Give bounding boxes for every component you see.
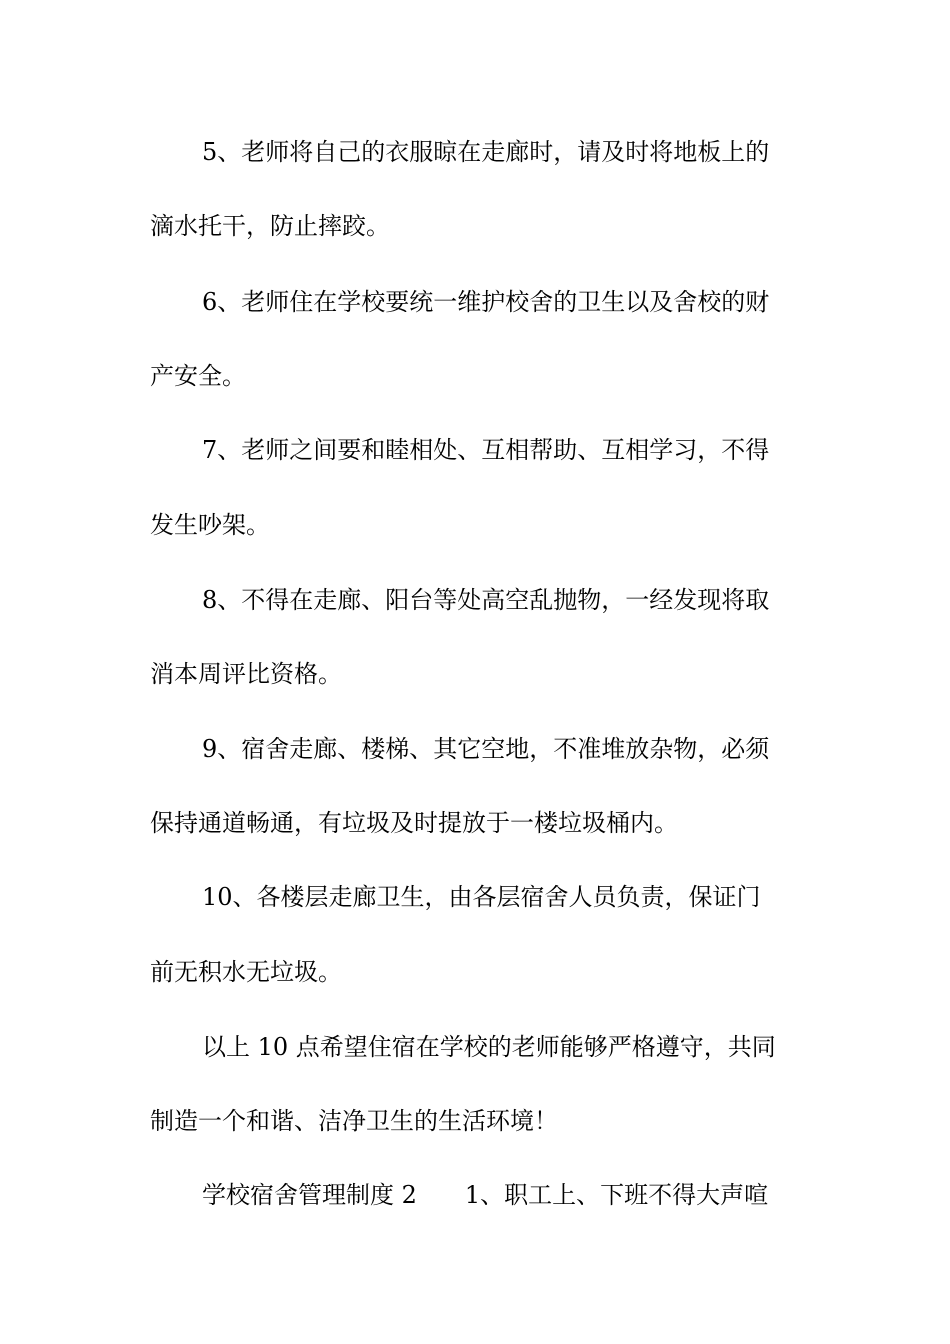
paragraph-7-line-1: 7、老师之间要和睦相处、互相帮助、互相学习，不得 [202, 436, 770, 464]
paragraph-10-line-1: 10、各楼层走廊卫生，由各层宿舍人员负责，保证门 [202, 883, 761, 911]
paragraph-9-line-1: 9、宿舍走廊、楼梯、其它空地，不准堆放杂物，必须 [202, 735, 770, 763]
paragraph-6-line-2: 产安全。 [150, 362, 246, 390]
paragraph-6-line-1: 6、老师住在学校要统一维护校舍的卫生以及舍校的财 [202, 288, 770, 316]
paragraph-8-line-1: 8、不得在走廊、阳台等处高空乱抛物，一经发现将取 [202, 586, 770, 614]
section-heading-line [202, 1175, 810, 1215]
paragraph-8-line-2: 消本周评比资格。 [150, 660, 342, 688]
paragraph-10-line-2: 前无积水无垃圾。 [150, 958, 342, 986]
section-first-rule: 1、职工上、下班不得大声喧 [464, 1181, 769, 1209]
paragraph-5-line-1: 5、老师将自己的衣服晾在走廊时，请及时将地板上的 [202, 138, 770, 166]
paragraph-9-line-2: 保持通道畅通，有垃圾及时提放于一楼垃圾桶内。 [150, 809, 678, 837]
closing-paragraph-line-2: 制造一个和谐、洁净卫生的生活环境！ [150, 1107, 558, 1135]
paragraph-7-line-2: 发生吵架。 [150, 511, 270, 539]
section-heading: 学校宿舍管理制度 2 [202, 1181, 417, 1209]
closing-paragraph-line-1: 以上 10 点希望住宿在学校的老师能够严格遵守，共同 [202, 1033, 776, 1061]
paragraph-5-line-2: 滴水托干，防止摔跤。 [150, 212, 390, 240]
